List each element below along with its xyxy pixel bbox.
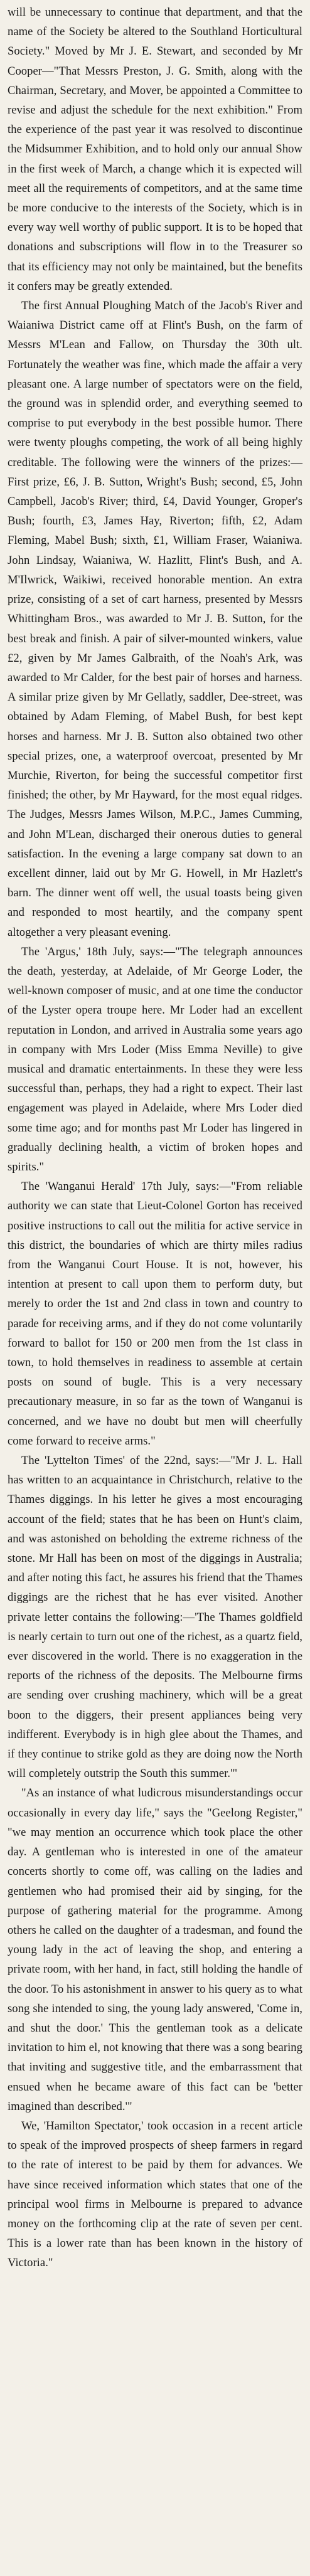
paragraph-geelong-register: "As an instance of what ludicrous misunderstandings occur occasionally in every day life," says the "Geelong Register," "we may mention an occurrence which took place the other day. A gentleman who is interested in one of the amateur concerts shortly to come off, was calling on the ladies and gentlemen who had promised their aid by singing, for the purpose of gathering material for the programme. Among others he called on the daughter of a tradesman, and found the young lady in the act of leaving the shop, and entering a private room, with her hand, in fact, still holding the handle of the door. To his astonishment in answer to his query as to what song she intended to sing, the young lady answered, 'Come in, and shut the door.' This the gentleman took as a delicate invitation to him el, not knowing that there was a song bearing that inviting and suggestive title, and the embarrassment that ensued when he became aware of this fact can be 'better imagined than described.'"	[8, 1786, 302, 2113]
paragraph-argus-loder: The 'Argus,' 18th July, says:—"The telegraph announces the death, yesterday, at Adelaide, of Mr George Loder, the well-known composer of music, and at one time the conductor of the Lyster opera troupe here. Mr Loder had an excellent reputation in London, and arrived in Australia some years ago in company with Mrs Loder (Miss Emma Neville) to give musical and dramatic entertainments. In these they were less successful than, perhaps, they had a right to expect. Their last engagement was played in Adelaide, where Mrs Loder died some time ago; and for months past Mr Loder has lingered in gradually declining health, a victim of broken hopes and spirits."	[8, 945, 302, 1174]
paragraph-ploughing-match: The first Annual Ploughing Match of the Jacob's River and Waianiwa District came off at Flint's Bush, on the farm of Messrs M'Lean and Fallow, on Thursday the 30th ult. Fortunately the weather was fine, which made the affair a very pleasant one. A large number of spectators were on the field, the ground was in splendid order, and everything seemed to comprise to put everybody in the best possible humor. There were twenty ploughs competing, the work of all being highly creditable. The following were the winners of the prizes:—First prize, £6, J. B. Sutton, Wright's Bush; second, £5, John Campbell, Jacob's River; third, £4, David Younger, Groper's Bush; fourth, £3, James Hay, Riverton; fifth, £2, Adam Fleming, Mabel Bush; sixth, £1, William Fraser, Waianiwa. John Lindsay, Waianiwa, W. Hazlitt, Flint's Bush, and A. M'Ilwrick, Waikiwi, received honorable mention. An extra prize, consisting of a set of cart harness, presented by Messrs Whittingham Bros., was awarded to Mr J. B. Sutton, for the best break and finish. A pair of silver-mounted winkers, value £2, given by Mr James Galbraith, of the Noah's Ark, was awarded to Mr Calder, for the best pair of horses and harness. A similar prize given by Mr Gellatly, saddler, Dee-street, was obtained by Adam Fleming, of Mabel Bush, for best kept horses and harness. Mr J. B. Sutton also obtained two other special prizes, one, a waterproof overcoat, presented by Mr Murchie, Riverton, for being the successful competitor first finished; the other, by Mr Hayward, for the most equal ridges. The Judges, Messrs James Wilson, M.P.C., James Cumming, and John M'Lean, discharged their onerous duties to general satisfaction. In the evening a large company sat down to an excellent dinner, laid out by Mr G. Howell, in Mr Hazlett's barn. The dinner went off well, the usual toasts being given and responded to most heartily, and the company spent altogether a very pleasant evening.	[8, 299, 302, 939]
paragraph-lyttelton-times: The 'Lyttelton Times' of the 22nd, says:—"Mr J. L. Hall has written to an acquaintance in Christchurch, relative to the Thames diggings. In his letter he gives a most encouraging account of the field; states that he has been on Hunt's claim, and was astonished on beholding the extreme richness of the stone. Mr Hall has been on most of the diggings in Australia; and after noting this fact, he assures his friend that the Thames diggings are the richest that he has ever visited. Another private letter contains the following:—'The Thames goldfield is nearly certain to turn out one of the richest, as a quartz field, ever discovered in the world. There is no exaggeration in the reports of the richness of the deposits. The Melbourne firms are sending over crushing machinery, which will be a great boon to the diggers, their present appliances being very indifferent. Everybody is in high glee about the Thames, and if they continue to strike gold as they are doing now the North will completely outstrip the South this summer.'"	[8, 1454, 302, 1781]
paragraph-society-meeting: will be unnecessary to continue that department, and that the name of the Society be altered to the Southland Horticultural Society." Moved by Mr J. E. Stewart, and seconded by Mr Cooper—"That Messrs Preston, J. G. Smith, along with the Chairman, Secretary, and Mover, be appointed a Committee to revise and adjust the schedule for the next exhibition." From the experience of the past year it was resolved to discontinue the Midsummer Exhibition, and to hold only our annual Show in the first week of March, a change which it is expected will meet all the requirements of competitors, and at the same time be more conducive to the interests of the Society, which is in every way well worthy of public support. It is to be hoped that donations and subscriptions will flow in to the Treasurer so that its efficiency may not only be maintained, but the benefits it confers may be greatly extended.	[8, 6, 302, 293]
paragraph-wanganui-herald: The 'Wanganui Herald' 17th July, says:—"From reliable authority we can state that Lieut-Colonel Gorton has received positive instructions to call out the militia for active service in this district, the boundaries of which are thirty miles radius from the Wanganui Court House. It is not, however, his intention at present to call upon them to perform duty, but merely to order the 1st and 2nd class in town and country to parade for receiving arms, and if they do not come voluntarily forward to ballot for 150 or 200 men from the 1st class in town, to hold themselves in readiness to assemble at certain posts on sound of bugle. This is a very necessary precautionary measure, in so far as the town of Wanganui is concerned, and we have no doubt but men will cheerfully come forward to receive arms."	[8, 1180, 302, 1448]
article-column	[8, 3, 302, 2273]
paragraph-hamilton-spectator: We, 'Hamilton Spectator,' took occasion in a recent article to speak of the improved prospects of sheep farmers in regard to the rate of interest to be paid by them for advances. We have since received information which states that one of the principal wool firms in Melbourne is prepared to advance money on the forthcoming clip at the rate of seven per cent. This is a lower rate than has been known in the history of Victoria."	[8, 2119, 302, 2270]
